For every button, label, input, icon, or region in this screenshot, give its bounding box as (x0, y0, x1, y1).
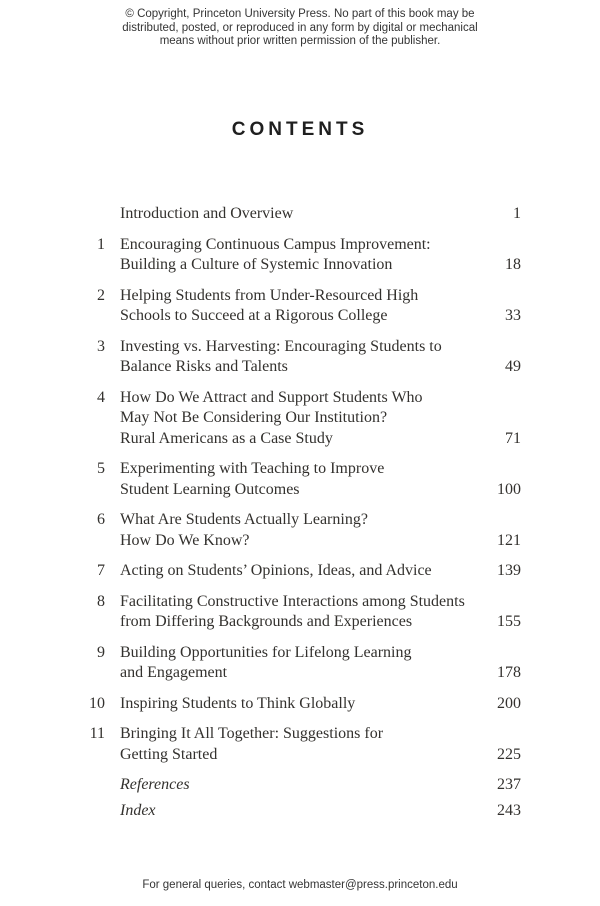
toc-entry-page: 243 (497, 801, 521, 819)
toc-entry-title (120, 510, 487, 551)
toc-entry-number: 8 (97, 592, 105, 610)
toc-entry-number: 4 (97, 388, 105, 406)
toc-entry-title-line: Bringing It All Together: Suggestions for (120, 725, 384, 742)
toc-entry-number: 1 (97, 235, 105, 253)
toc-entry (81, 561, 521, 582)
toc-entry-title-line: Getting Started (120, 745, 218, 763)
toc-entry (81, 388, 521, 450)
toc-entry-title (120, 286, 487, 327)
toc-entry (81, 510, 521, 551)
toc-entry-page: 178 (497, 664, 521, 681)
toc-entry-number: 10 (89, 694, 105, 712)
toc-entry-title-line: How Do We Attract and Support Students Who (120, 388, 423, 406)
toc-entry (81, 459, 521, 500)
toc-entry-number: 11 (89, 725, 105, 742)
toc-entry-title-line: Helping Students from Under-Resourced High (120, 286, 419, 304)
toc-entry-page: 121 (497, 531, 521, 549)
toc-entry-title (120, 592, 487, 633)
toc-entry-title-line: What Are Students Actually Learning? (120, 511, 368, 528)
copyright-line: distributed, posted, or reproduced in any form by digital or mechanical (122, 21, 478, 34)
toc-entry-title (120, 204, 487, 225)
toc-entry-page: 139 (497, 562, 521, 579)
toc-entry-page: 100 (497, 480, 521, 498)
toc-entry-title-line: Investing vs. Harvesting: Encouraging Students to (120, 337, 442, 355)
toc-entry-title-line: Encouraging Continuous Campus Improvement: (120, 235, 431, 253)
toc-entry-page: 1 (513, 205, 521, 222)
toc-entry-title (120, 694, 487, 715)
toc-entry-title-line: Student Learning Outcomes (120, 480, 300, 498)
toc-entry-title (120, 235, 487, 276)
toc-entry-title (120, 775, 487, 796)
toc-entry-number: 5 (97, 460, 105, 477)
toc-entry-title-line: Index (120, 801, 156, 819)
toc-entry-title (120, 388, 487, 450)
toc-entry (81, 337, 521, 378)
toc-entry-title-line: Inspiring Students to Think Globally (120, 694, 356, 712)
toc-entry-number: 6 (97, 511, 105, 528)
toc-entry-title (120, 643, 487, 684)
toc-entry-page: 49 (505, 358, 521, 375)
toc-entry-title-line: Building Opportunities for Lifelong Learning (120, 643, 412, 661)
footer-queries-contact: For general queries, contact webmaster@press.princeton.edu (142, 879, 458, 891)
toc-entry-page: 18 (505, 256, 521, 273)
toc-entry-title-line: Acting on Students’ Opinions, Ideas, and Advice (120, 562, 432, 579)
toc-entry (81, 694, 521, 715)
toc-entry-page: 71 (505, 429, 521, 447)
toc-entry-title-line: and Engagement (120, 664, 228, 681)
copyright-notice (0, 8, 600, 49)
toc-entry (81, 286, 521, 327)
toc-entry (81, 235, 521, 276)
toc-entry-title (120, 337, 487, 378)
page-title: CONTENTS (231, 119, 369, 140)
toc-entry-title-line: Facilitating Constructive Interactions among Students (120, 592, 465, 610)
toc-entry-title-line: Balance Risks and Talents (120, 358, 288, 375)
toc-entry-title (120, 724, 487, 765)
toc-entry-title-line: Rural Americans as a Case Study (120, 429, 333, 447)
toc-entry-title-line: Building a Culture of Systemic Innovation (120, 256, 393, 273)
toc-entry (81, 592, 521, 633)
copyright-line: means without prior written permission of the publisher. (159, 35, 441, 47)
toc-entry-number: 7 (97, 562, 105, 579)
toc-entry-title-line: May Not Be Considering Our Institution? (120, 409, 388, 426)
toc-entry-title-line: from Differing Backgrounds and Experiences (120, 613, 413, 630)
toc-entry-number: 3 (97, 337, 105, 355)
toc-entry-page: 225 (497, 745, 521, 763)
toc-entry-number: 9 (97, 643, 105, 661)
toc-entry-title (120, 459, 487, 500)
toc-entry-page: 237 (497, 776, 521, 793)
toc-entry-page: 155 (497, 613, 521, 630)
toc-entry-title-line: Schools to Succeed at a Rigorous College (120, 307, 388, 324)
toc-entry-page: 33 (505, 307, 521, 324)
toc-entry-title (120, 561, 487, 582)
toc-entry (81, 204, 521, 225)
toc-list (81, 204, 521, 826)
toc-entry-title-line: Experimenting with Teaching to Improve (120, 460, 385, 477)
toc-entry-number: 2 (97, 286, 105, 304)
toc-entry-page: 200 (497, 694, 521, 712)
toc-entry-title (120, 801, 487, 822)
toc-entry (81, 801, 521, 822)
toc-entry (81, 724, 521, 765)
copyright-line: © Copyright, Princeton University Press. No part of this book may be (125, 8, 475, 20)
toc-entry-title-line: How Do We Know? (120, 531, 250, 549)
toc-entry (81, 643, 521, 684)
toc-entry (81, 775, 521, 796)
toc-entry-title-line: Introduction and Overview (120, 205, 294, 222)
toc-entry-title-line: References (120, 776, 190, 793)
